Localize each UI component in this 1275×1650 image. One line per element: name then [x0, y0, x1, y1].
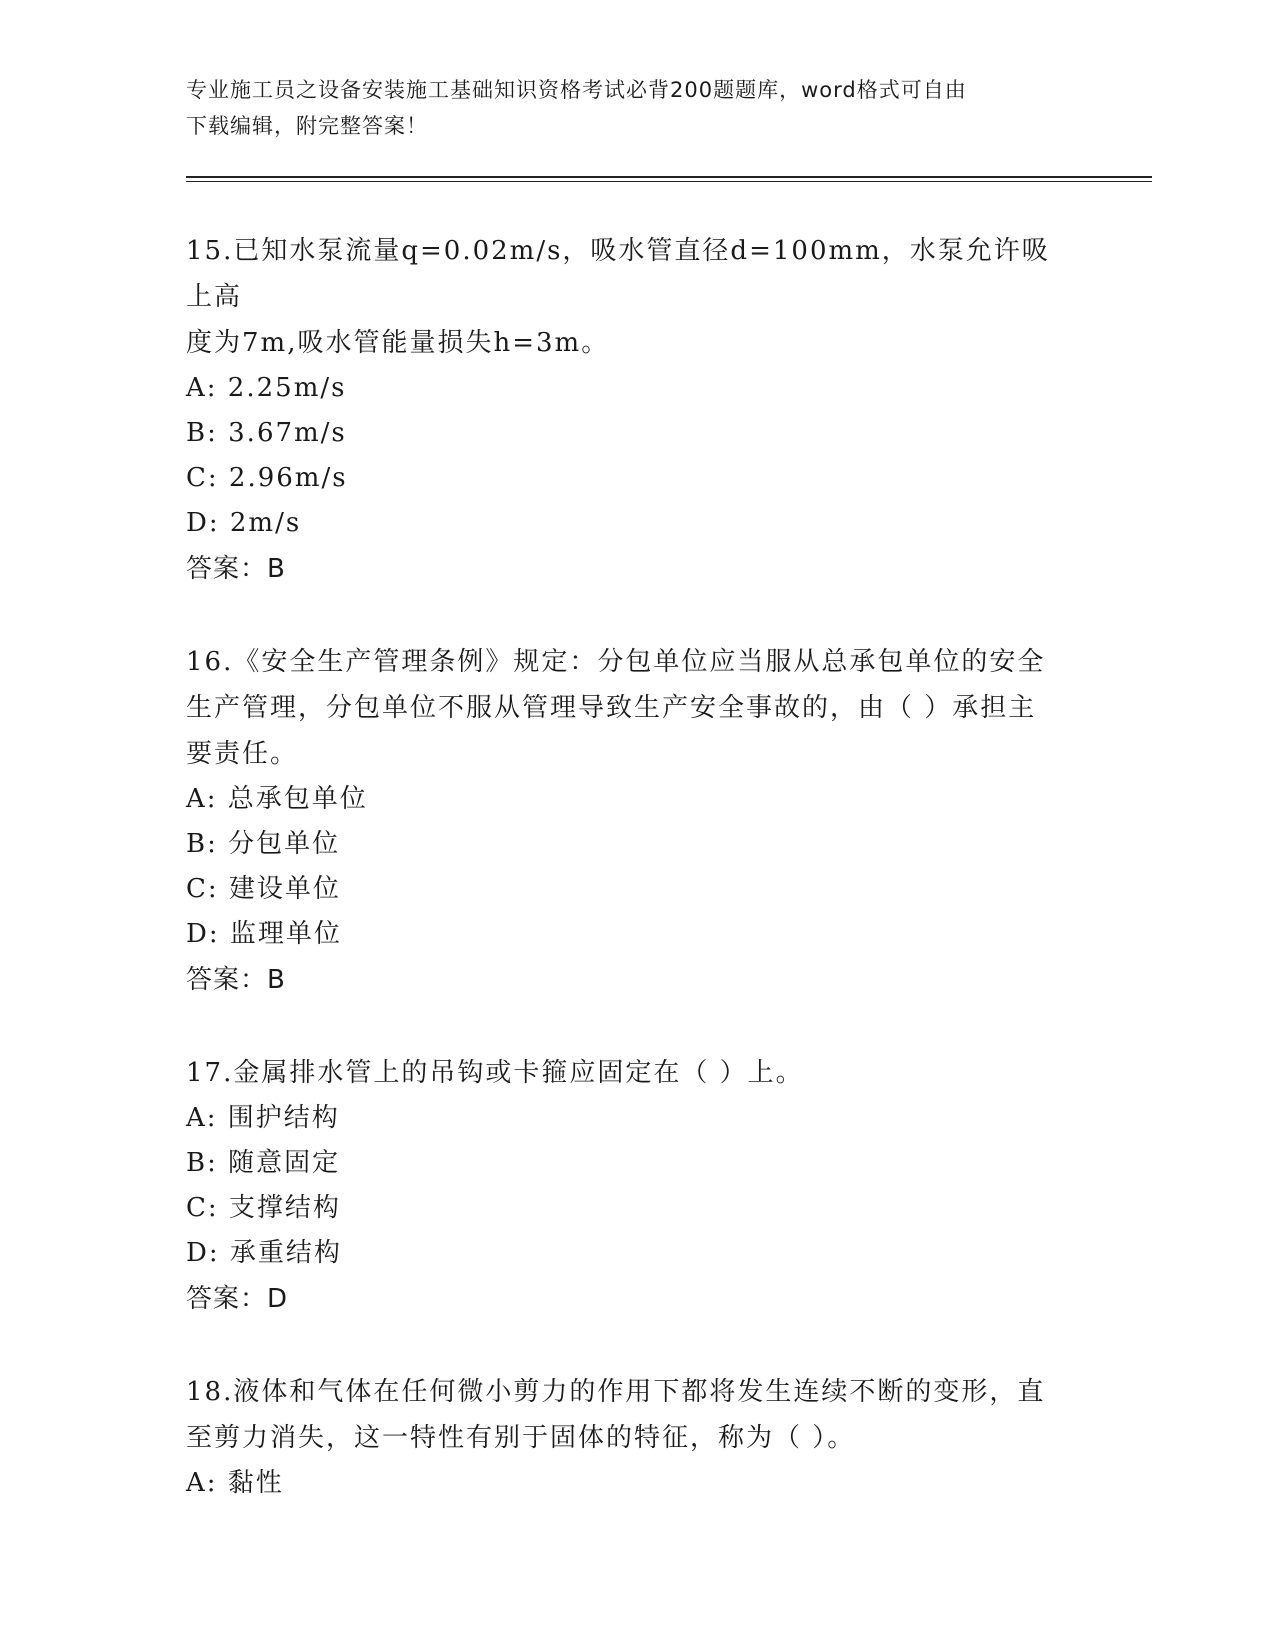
question-line: 生产管理，分包单位不服从管理导致生产安全事故的，由（ ）承担主 — [186, 693, 1037, 723]
answer: 答案：B — [186, 554, 286, 584]
option-c: C: 2.96m/s — [186, 463, 348, 493]
question-line: 17.金属排水管上的吊钩或卡箍应固定在（ ）上。 — [186, 1058, 804, 1088]
option-d: D: 监理单位 — [186, 919, 342, 949]
option-b: B: 分包单位 — [186, 829, 341, 859]
header-line-1: 专业施工员之设备安装施工基础知识资格考试必背200题题库，word格式可自由 — [186, 78, 967, 102]
option-a: A: 总承包单位 — [186, 784, 368, 814]
option-a: A: 围护结构 — [186, 1103, 340, 1133]
option-a: A: 黏性 — [186, 1468, 284, 1498]
header-rule-thin — [186, 181, 1152, 182]
question-line: 度为7m,吸水管能量损失h=3m。 — [186, 328, 610, 358]
answer: 答案：D — [186, 1284, 289, 1314]
option-c: C: 建设单位 — [186, 874, 341, 904]
answer: 答案：B — [186, 965, 286, 995]
option-d: D: 2m/s — [186, 508, 302, 538]
question-text — [186, 1050, 1076, 1096]
question-line: 要责任。 — [186, 739, 299, 769]
question-16 — [186, 639, 1076, 1003]
question-text — [186, 228, 1076, 366]
question-line: 18.液体和气体在任何微小剪力的作用下都将发生连续不断的变形，直 — [186, 1377, 1046, 1407]
document-header — [186, 72, 1066, 144]
question-line: 15.已知水泵流量q=0.02m/s，吸水管直径d=100mm，水泵允许吸上高 — [186, 236, 1050, 312]
question-list — [186, 228, 1076, 1553]
option-c: C: 支撑结构 — [186, 1193, 341, 1223]
question-15 — [186, 228, 1076, 592]
header-rule-thick — [186, 176, 1152, 178]
question-text — [186, 639, 1076, 777]
option-a: A: 2.25m/s — [186, 373, 347, 403]
header-line-2: 下载编辑，附完整答案！ — [186, 114, 428, 138]
option-b: B: 3.67m/s — [186, 418, 347, 448]
option-d: D: 承重结构 — [186, 1238, 342, 1268]
question-17 — [186, 1050, 1076, 1322]
option-b: B: 随意固定 — [186, 1148, 341, 1178]
question-line: 16.《安全生产管理条例》规定：分包单位应当服从总承包单位的安全 — [186, 647, 1046, 677]
question-text — [186, 1369, 1076, 1461]
question-18 — [186, 1369, 1076, 1506]
question-line: 至剪力消失，这一特性有别于固体的特征，称为（ ）。 — [186, 1423, 856, 1453]
